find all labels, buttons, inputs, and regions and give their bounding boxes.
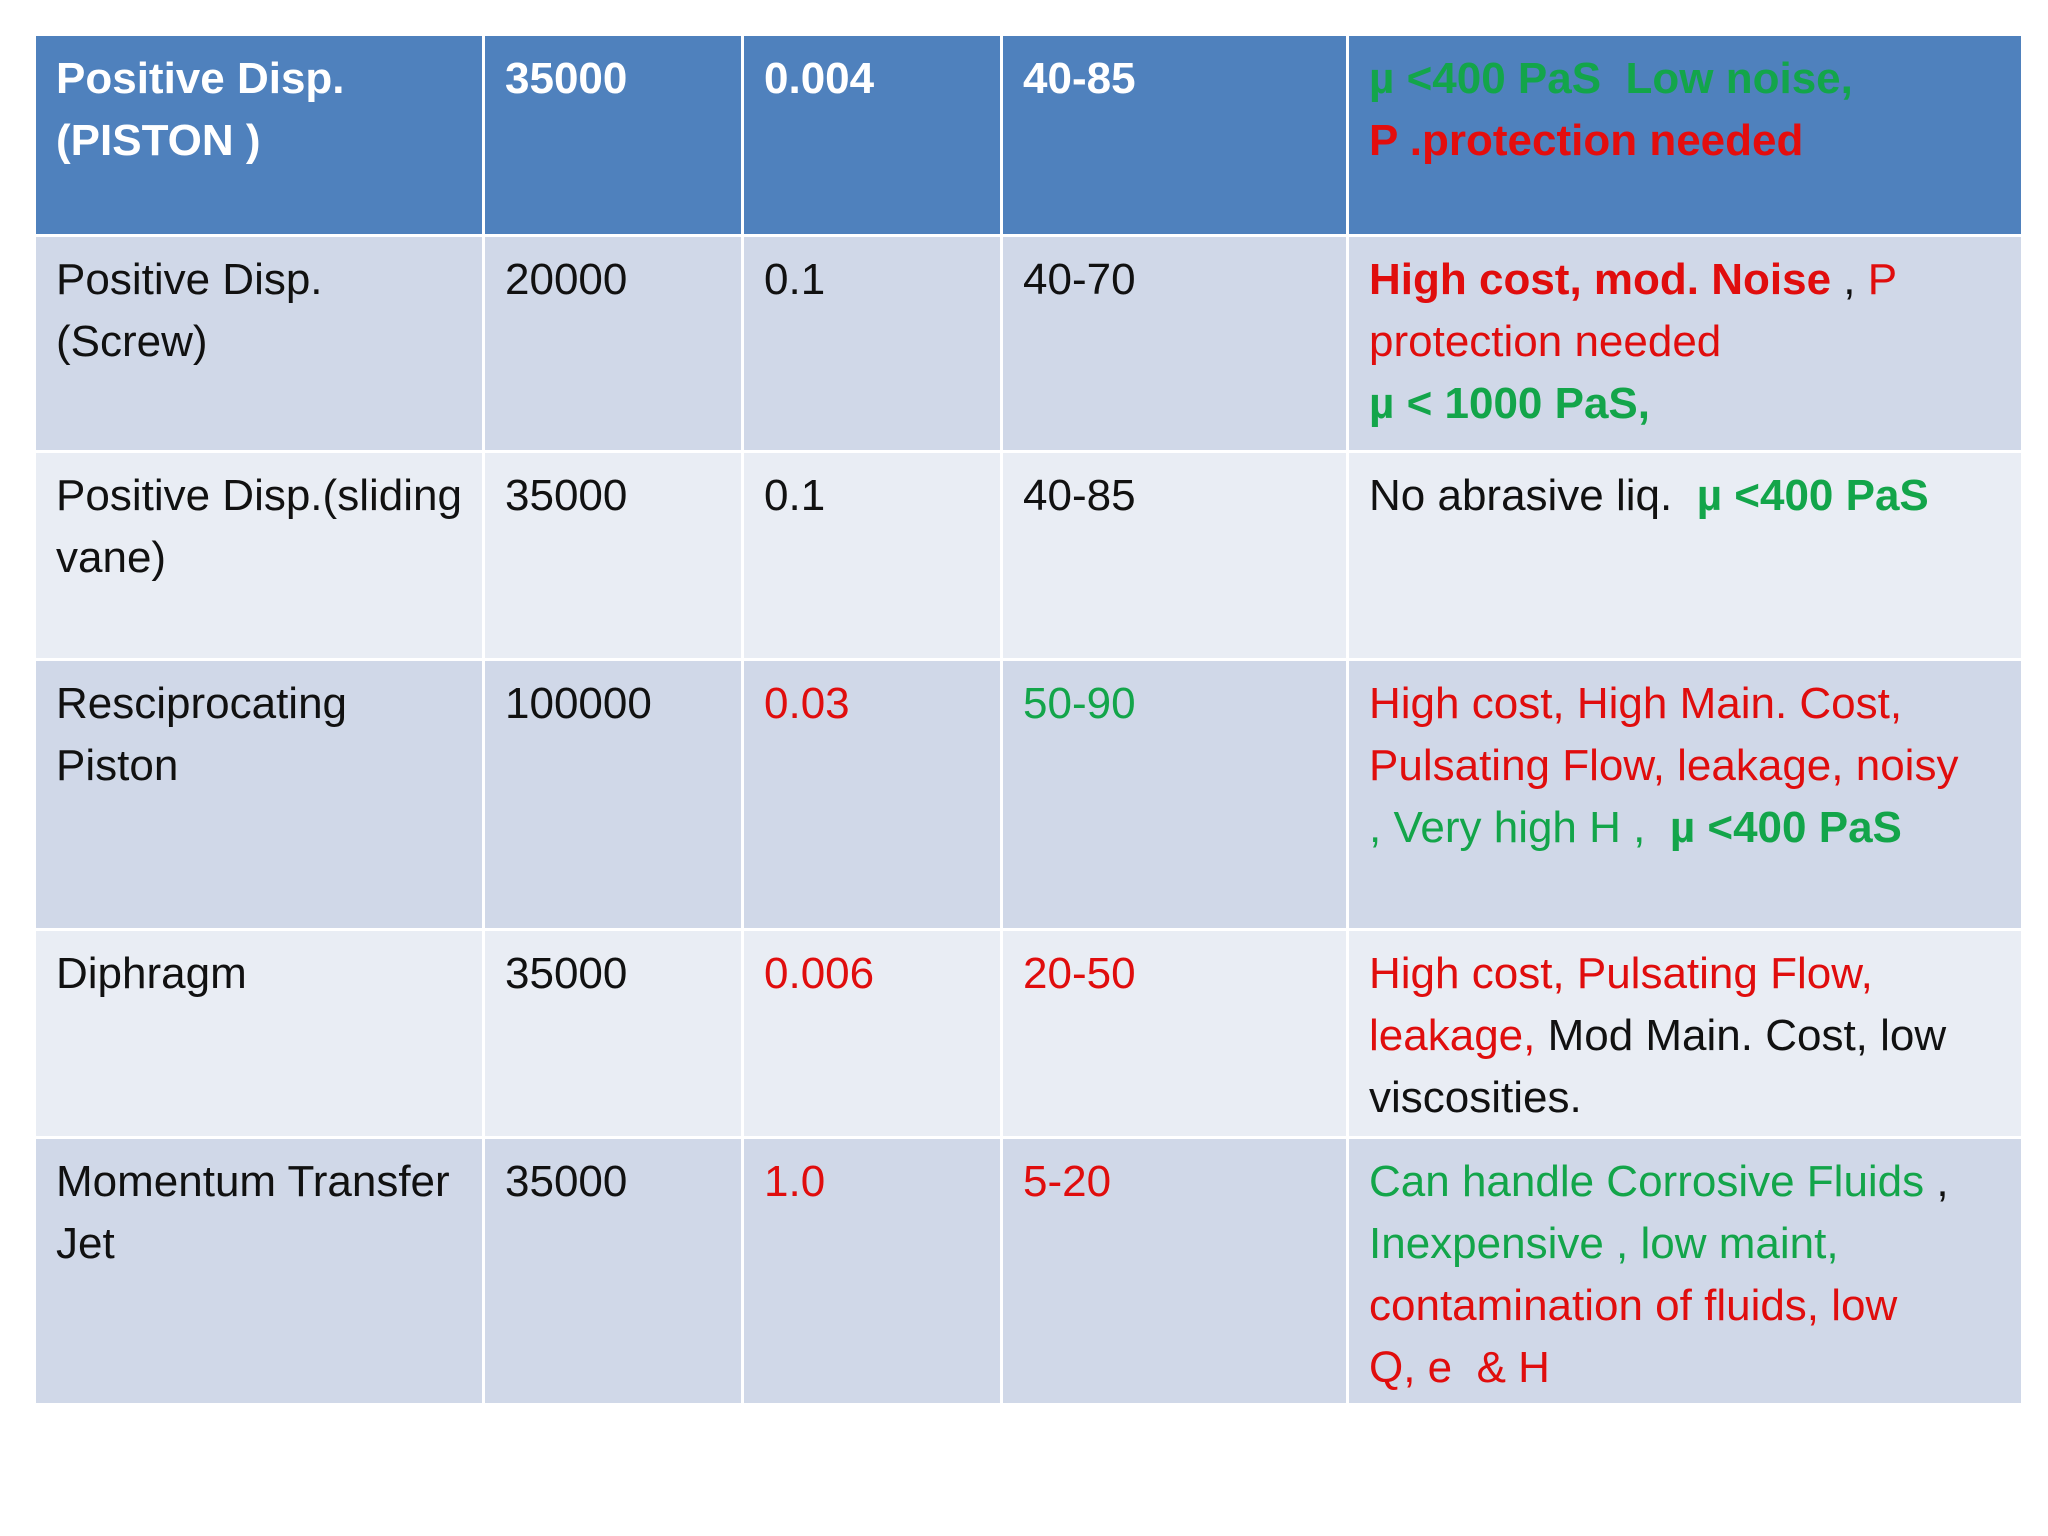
remark-line <box>1369 1067 2001 1129</box>
remark-segment: viscosities. <box>1369 1073 1582 1122</box>
pump-type-cell: Positive Disp.(Screw) <box>35 236 484 452</box>
value-cell-2 <box>743 660 1002 930</box>
value-cell-2 <box>743 35 1002 236</box>
value-cell-2 <box>743 452 1002 660</box>
remarks-cell <box>1348 1138 2023 1405</box>
remark-segment: Q, e & H <box>1369 1343 1550 1392</box>
value-text: 1.0 <box>764 1157 826 1206</box>
remark-line <box>1369 797 2001 859</box>
table-row <box>35 35 2023 236</box>
value-text: 35000 <box>505 54 628 103</box>
value-text: 0.1 <box>764 471 826 520</box>
remark-segment: High cost, Pulsating Flow, <box>1369 949 1873 998</box>
pump-type-cell: Momentum Transfer Jet <box>35 1138 484 1405</box>
table-row <box>35 452 2023 660</box>
remark-line <box>1369 1275 2001 1337</box>
remark-segment: Inexpensive , low maint, <box>1369 1219 1839 1268</box>
value-cell-1 <box>484 930 743 1138</box>
value-cell-1 <box>484 35 743 236</box>
value-cell-3 <box>1002 35 1348 236</box>
value-cell-2 <box>743 1138 1002 1405</box>
pump-type-cell: Positive Disp.(sliding vane) <box>35 452 484 660</box>
remark-segment: No abrasive liq. <box>1369 471 1697 520</box>
value-text: 5-20 <box>1023 1157 1112 1206</box>
value-text: 20-50 <box>1023 949 1136 998</box>
remark-line <box>1369 1151 2001 1213</box>
remark-line <box>1369 1337 2001 1399</box>
value-cell-3 <box>1002 1138 1348 1405</box>
value-text: 35000 <box>505 949 628 998</box>
remarks-cell <box>1348 930 2023 1138</box>
remark-segment: µ <400 PaS <box>1696 471 1929 520</box>
remarks-cell <box>1348 236 2023 452</box>
remark-segment: µ < 1000 PaS, <box>1369 379 1650 428</box>
table-row <box>35 236 2023 452</box>
remark-segment: contamination of fluids, low <box>1369 1281 1898 1330</box>
remark-line <box>1369 943 2001 1005</box>
remark-line <box>1369 311 2001 373</box>
value-text: 40-85 <box>1023 54 1136 103</box>
remark-segment: P .protection needed <box>1369 116 1804 165</box>
remark-segment: High cost, High Main. Cost, <box>1369 679 1903 728</box>
value-text: 0.03 <box>764 679 850 728</box>
value-text: 40-70 <box>1023 255 1136 304</box>
table-row <box>35 930 2023 1138</box>
remark-segment: , <box>1831 255 1868 304</box>
value-text: 0.1 <box>764 255 826 304</box>
value-cell-3 <box>1002 236 1348 452</box>
remark-segment: High cost, mod. Noise <box>1369 255 1832 304</box>
value-text: 35000 <box>505 1157 628 1206</box>
value-text: 50-90 <box>1023 679 1136 728</box>
remark-segment: leakage, <box>1369 1011 1548 1060</box>
remark-line <box>1369 48 2001 110</box>
table-row <box>35 1138 2023 1405</box>
pump-type-cell: Resciprocating Piston <box>35 660 484 930</box>
value-cell-1 <box>484 236 743 452</box>
value-cell-2 <box>743 236 1002 452</box>
value-text: 35000 <box>505 471 628 520</box>
remarks-cell <box>1348 452 2023 660</box>
remark-line <box>1369 110 2001 172</box>
remark-segment: µ <400 PaS Low noise, <box>1369 54 1853 103</box>
value-text: 40-85 <box>1023 471 1136 520</box>
value-text: 20000 <box>505 255 628 304</box>
remark-line <box>1369 1005 2001 1067</box>
remarks-cell <box>1348 660 2023 930</box>
remark-line <box>1369 465 2001 527</box>
value-cell-1 <box>484 660 743 930</box>
remark-segment: Can handle Corrosive Fluids <box>1369 1157 1925 1206</box>
remark-line <box>1369 673 2001 735</box>
remark-line <box>1369 1213 2001 1275</box>
pump-type-cell: Positive Disp.(PISTON ) <box>35 35 484 236</box>
remark-segment: protection needed <box>1369 317 1722 366</box>
remark-segment: P <box>1867 255 1898 304</box>
remark-line <box>1369 735 2001 797</box>
value-cell-1 <box>484 1138 743 1405</box>
value-cell-3 <box>1002 452 1348 660</box>
remark-line <box>1369 249 2001 311</box>
table-row <box>35 660 2023 930</box>
remarks-cell <box>1348 35 2023 236</box>
value-cell-3 <box>1002 930 1348 1138</box>
remark-segment: , Very high H , <box>1369 803 1670 852</box>
value-cell-1 <box>484 452 743 660</box>
remark-segment: , <box>1924 1157 1949 1206</box>
value-text: 0.004 <box>764 54 875 103</box>
remark-segment: Pulsating Flow, leakage, noisy <box>1369 741 1959 790</box>
value-cell-3 <box>1002 660 1348 930</box>
remark-line <box>1369 373 2001 435</box>
value-text: 100000 <box>505 679 652 728</box>
remark-segment: Mod Main. Cost, low <box>1547 1011 1947 1060</box>
pump-comparison-table <box>33 33 2024 1406</box>
remark-segment: µ <400 PaS <box>1669 803 1902 852</box>
value-text: 0.006 <box>764 949 875 998</box>
pump-type-cell: Diphragm <box>35 930 484 1138</box>
value-cell-2 <box>743 930 1002 1138</box>
